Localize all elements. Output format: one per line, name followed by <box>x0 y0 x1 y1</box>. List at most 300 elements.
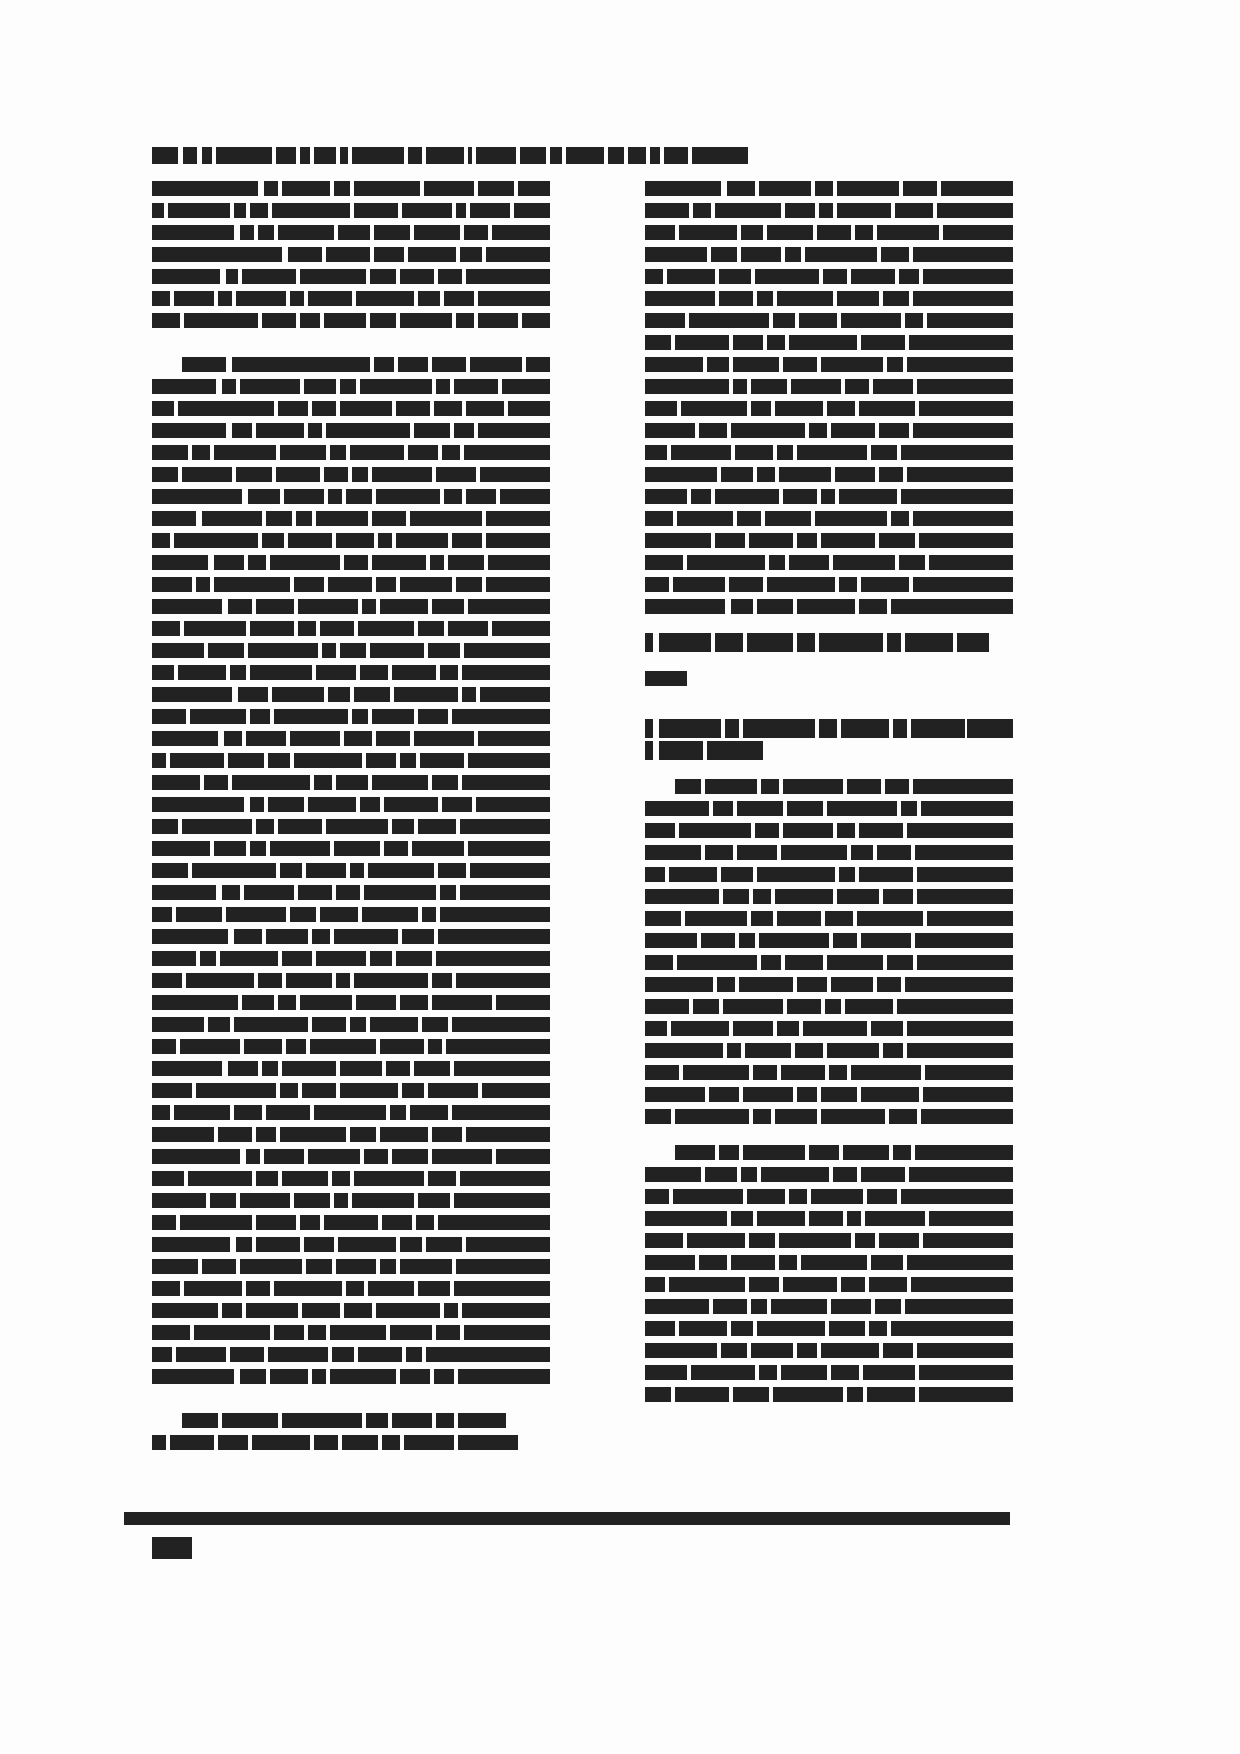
redaction-bar <box>152 401 174 416</box>
redaction-bar <box>887 357 903 372</box>
redaction-bar <box>645 445 667 460</box>
redaction-bar <box>687 1233 745 1248</box>
redacted-line <box>152 376 550 398</box>
redaction-bar <box>152 951 196 966</box>
redaction-bar <box>346 489 372 504</box>
redaction-bar <box>326 819 388 834</box>
redacted-line <box>645 1362 1013 1384</box>
redaction-bar <box>168 203 230 218</box>
redaction-bar <box>202 147 212 164</box>
redaction-bar <box>689 313 769 328</box>
redaction-bar <box>228 753 264 768</box>
redaction-bar <box>204 775 228 790</box>
redaction-bar <box>232 423 252 438</box>
redaction-bar <box>943 225 1013 240</box>
redaction-bar <box>152 1259 198 1274</box>
redaction-bar <box>442 797 472 812</box>
redaction-bar <box>152 1193 206 1208</box>
redaction-bar <box>152 313 180 328</box>
redaction-bar <box>645 1343 717 1358</box>
redaction-bar <box>464 1325 550 1340</box>
redaction-bar <box>280 863 302 878</box>
redacted-line <box>645 632 1013 654</box>
redaction-bar <box>310 1039 376 1054</box>
redaction-bar <box>526 357 550 372</box>
redaction-bar <box>282 951 312 966</box>
redaction-bar <box>482 1083 550 1098</box>
redacted-line <box>645 530 1013 552</box>
redaction-bar <box>322 643 336 658</box>
redaction-bar <box>264 181 278 196</box>
redacted-line <box>645 886 1013 908</box>
redaction-bar <box>422 1017 448 1032</box>
redaction-bar <box>765 511 811 526</box>
redaction-bar <box>797 445 867 460</box>
redaction-bar <box>296 511 312 526</box>
redaction-bar <box>645 577 669 592</box>
redaction-bar <box>350 445 404 460</box>
redaction-bar <box>929 555 1013 570</box>
redaction-bar <box>709 1087 739 1102</box>
redaction-bar <box>410 511 482 526</box>
redaction-bar <box>336 533 374 548</box>
redaction-bar <box>390 1325 432 1340</box>
redaction-bar <box>202 511 262 526</box>
redaction-bar <box>645 533 711 548</box>
redaction-bar <box>312 1017 346 1032</box>
redaction-bar <box>759 933 829 948</box>
redacted-line <box>152 640 550 662</box>
redaction-bar <box>767 225 813 240</box>
redaction-bar <box>645 1021 667 1036</box>
redaction-bar <box>827 1043 879 1058</box>
redaction-bar <box>783 489 817 504</box>
redaction-bar <box>901 1189 1013 1204</box>
redaction-bar <box>320 907 358 922</box>
redaction-bar <box>462 1303 550 1318</box>
redacted-line <box>152 1344 550 1366</box>
redaction-bar <box>468 147 472 164</box>
redaction-bar <box>350 863 364 878</box>
redaction-bar <box>356 291 414 306</box>
redaction-bar <box>218 1435 248 1450</box>
redaction-bar <box>739 933 755 948</box>
redaction-bar <box>152 181 258 196</box>
redaction-bar <box>174 1105 230 1120</box>
redaction-bar <box>789 335 857 350</box>
redaction-bar <box>645 269 663 284</box>
redaction-bar <box>230 665 246 680</box>
redaction-bar <box>340 643 366 658</box>
redaction-bar <box>306 863 346 878</box>
redaction-bar <box>334 841 380 856</box>
redacted-line <box>152 398 550 420</box>
redaction-bar <box>496 1149 550 1164</box>
redaction-bar <box>392 1149 428 1164</box>
redaction-bar <box>300 313 320 328</box>
redaction-bar <box>400 269 434 284</box>
redaction-bar <box>152 709 186 724</box>
redaction-bar <box>370 269 396 284</box>
redaction-bar <box>781 1365 827 1380</box>
redaction-bar <box>823 269 847 284</box>
redaction-bar <box>699 423 727 438</box>
redacted-line <box>645 1062 1013 1084</box>
redaction-bar <box>857 911 923 926</box>
redaction-bar <box>152 291 170 306</box>
redaction-bar <box>454 1061 550 1076</box>
redacted-line <box>645 908 1013 930</box>
redaction-bar <box>152 753 166 768</box>
redaction-bar <box>901 489 1013 504</box>
redaction-bar <box>418 621 444 636</box>
redaction-bar <box>719 269 751 284</box>
redaction-bar <box>671 445 731 460</box>
redaction-bar <box>410 1105 448 1120</box>
redaction-bar <box>328 687 350 702</box>
redacted-line <box>152 728 550 750</box>
redaction-bar <box>152 1171 184 1186</box>
redaction-bar <box>645 401 677 416</box>
redaction-bar <box>294 1193 330 1208</box>
redaction-bar <box>518 181 550 196</box>
redaction-bar <box>316 511 368 526</box>
redaction-bar <box>270 1369 308 1384</box>
redaction-bar <box>891 511 909 526</box>
redaction-bar <box>486 511 550 526</box>
redaction-bar <box>256 819 274 834</box>
redacted-line <box>645 842 1013 864</box>
redaction-bar <box>645 1167 701 1182</box>
redaction-bar <box>302 1083 336 1098</box>
redaction-bar <box>396 533 448 548</box>
redaction-bar <box>456 203 466 218</box>
redaction-bar <box>905 313 923 328</box>
redaction-bar <box>891 599 1013 614</box>
redaction-bar <box>250 841 266 856</box>
redaction-bar <box>645 741 653 760</box>
redacted-line <box>152 354 550 376</box>
redaction-bar <box>152 731 218 746</box>
redaction-bar <box>731 599 753 614</box>
redaction-bar <box>432 775 458 790</box>
redaction-bar <box>286 1039 306 1054</box>
redaction-bar <box>398 357 428 372</box>
redacted-line <box>152 970 550 992</box>
redaction-bar <box>867 1387 915 1402</box>
redaction-bar <box>679 225 737 240</box>
redaction-bar <box>645 423 695 438</box>
redaction-bar <box>152 1105 170 1120</box>
redaction-bar <box>905 1299 1013 1314</box>
redaction-bar <box>466 1127 550 1142</box>
redaction-bar <box>374 247 404 262</box>
redaction-bar <box>360 797 380 812</box>
redaction-bar <box>184 1281 242 1296</box>
redaction-bar <box>432 995 492 1010</box>
redaction-bar <box>432 357 466 372</box>
redaction-bar <box>859 823 903 838</box>
redaction-bar <box>831 977 873 992</box>
redacted-line <box>152 750 550 772</box>
redaction-bar <box>400 1259 452 1274</box>
redaction-bar <box>202 1259 236 1274</box>
redaction-bar <box>324 313 366 328</box>
redaction-bar <box>362 907 418 922</box>
redaction-bar <box>392 819 414 834</box>
redaction-bar <box>841 313 901 328</box>
redaction-bar <box>733 1387 769 1402</box>
redaction-bar <box>366 753 396 768</box>
redaction-bar <box>841 719 889 738</box>
redaction-bar <box>402 1083 424 1098</box>
redaction-bar <box>851 845 873 860</box>
redaction-bar <box>923 1087 1013 1102</box>
redaction-bar <box>645 1189 669 1204</box>
title-line <box>152 146 748 168</box>
redaction-bar <box>675 779 701 794</box>
redaction-bar <box>831 1365 859 1380</box>
redaction-bar <box>386 1061 410 1076</box>
redaction-bar <box>214 555 244 570</box>
redacted-line <box>645 1296 1013 1318</box>
redaction-bar <box>909 1167 1013 1182</box>
redaction-bar <box>673 1189 743 1204</box>
redaction-bar <box>819 203 833 218</box>
redaction-bar <box>372 555 426 570</box>
redaction-bar <box>278 819 322 834</box>
redaction-bar <box>434 1369 454 1384</box>
redacted-line <box>645 200 1013 222</box>
redaction-bar <box>152 863 188 878</box>
redaction-bar <box>827 401 855 416</box>
redaction-bar <box>476 147 516 164</box>
redaction-bar <box>428 643 460 658</box>
redaction-bar <box>152 797 244 812</box>
redaction-bar <box>757 291 773 306</box>
redacted-line <box>645 740 1013 762</box>
redaction-bar <box>248 555 266 570</box>
redaction-bar <box>440 665 458 680</box>
redaction-bar <box>819 633 883 652</box>
redaction-bar <box>308 797 356 812</box>
redaction-bar <box>488 555 550 570</box>
redacted-line <box>645 762 1013 776</box>
redaction-bar <box>240 1369 266 1384</box>
redaction-bar <box>190 709 246 724</box>
redaction-bar <box>460 885 550 900</box>
redacted-line <box>152 596 550 618</box>
redaction-bar <box>957 633 989 652</box>
redaction-bar <box>304 1237 334 1252</box>
redacted-line <box>645 1186 1013 1208</box>
redacted-line <box>645 574 1013 596</box>
redaction-bar <box>777 911 821 926</box>
redaction-bar <box>645 633 653 652</box>
redaction-bar <box>314 775 332 790</box>
redacted-line <box>645 690 1013 704</box>
redaction-bar <box>408 247 456 262</box>
redaction-bar <box>208 643 244 658</box>
redaction-bar <box>344 731 372 746</box>
redaction-bar <box>200 951 216 966</box>
redaction-bar <box>645 719 653 738</box>
redaction-bar <box>338 1237 396 1252</box>
redaction-bar <box>396 951 432 966</box>
redaction-bar <box>392 1413 432 1428</box>
redaction-bar <box>182 1413 218 1428</box>
redaction-bar <box>444 1303 458 1318</box>
redaction-bar <box>755 823 779 838</box>
redaction-bar <box>236 291 286 306</box>
redaction-bar <box>246 731 286 746</box>
redaction-bar <box>821 1343 879 1358</box>
redaction-bar <box>650 147 660 164</box>
redaction-bar <box>368 863 434 878</box>
redacted-line <box>152 992 550 1014</box>
redaction-bar <box>458 1435 518 1450</box>
redaction-bar <box>713 1299 747 1314</box>
redaction-bar <box>152 467 178 482</box>
redaction-bar <box>645 1321 675 1336</box>
redaction-bar <box>400 577 452 592</box>
redaction-bar <box>152 225 234 240</box>
redaction-bar <box>645 999 689 1014</box>
redaction-bar <box>883 1043 903 1058</box>
redaction-bar <box>907 1021 1013 1036</box>
redaction-bar <box>316 665 356 680</box>
redaction-bar <box>352 467 368 482</box>
redaction-bar <box>719 1145 739 1160</box>
right-column <box>645 178 1013 1406</box>
redaction-bar <box>691 489 711 504</box>
redaction-bar <box>222 1303 242 1318</box>
redaction-bar <box>452 533 482 548</box>
redacted-line <box>152 200 550 222</box>
redaction-bar <box>414 423 450 438</box>
redaction-bar <box>777 1021 799 1036</box>
redaction-bar <box>470 357 522 372</box>
redaction-bar <box>478 313 518 328</box>
redaction-bar <box>438 269 462 284</box>
redacted-line <box>152 1432 550 1454</box>
redaction-bar <box>905 977 1013 992</box>
redaction-bar <box>919 401 1013 416</box>
redaction-bar <box>664 147 688 164</box>
redaction-bar <box>152 1127 214 1142</box>
redaction-bar <box>362 599 376 614</box>
redacted-line <box>645 310 1013 332</box>
redaction-bar <box>174 291 214 306</box>
redacted-line <box>152 1124 550 1146</box>
redaction-bar <box>753 889 771 904</box>
redacted-line <box>645 820 1013 842</box>
redaction-bar <box>833 555 895 570</box>
redaction-bar <box>753 1109 771 1124</box>
redaction-bar <box>152 247 282 262</box>
redaction-bar <box>374 357 394 372</box>
redaction-bar <box>731 423 805 438</box>
redacted-line <box>152 816 550 838</box>
redaction-bar <box>478 291 550 306</box>
redaction-bar <box>452 709 550 724</box>
redaction-bar <box>805 247 877 262</box>
redaction-bar <box>380 1039 424 1054</box>
redaction-bar <box>913 511 1013 526</box>
redaction-bar <box>907 1255 1013 1270</box>
redaction-bar <box>436 379 450 394</box>
redaction-bar <box>749 533 793 548</box>
redacted-line <box>152 1366 550 1388</box>
redaction-bar <box>891 1321 1013 1336</box>
redaction-bar <box>440 907 550 922</box>
redaction-bar <box>913 423 1013 438</box>
redaction-bar <box>775 1109 817 1124</box>
redaction-bar <box>314 147 336 164</box>
redaction-bar <box>903 181 937 196</box>
redaction-bar <box>308 291 352 306</box>
redaction-bar <box>877 225 939 240</box>
redaction-bar <box>370 313 396 328</box>
redaction-bar <box>797 633 815 652</box>
redaction-bar <box>839 867 855 882</box>
redaction-bar <box>502 379 550 394</box>
redaction-bar <box>825 911 853 926</box>
redaction-bar <box>737 801 783 816</box>
redaction-bar <box>282 1171 328 1186</box>
redacted-line <box>152 530 550 552</box>
redaction-bar <box>304 379 336 394</box>
redaction-bar <box>246 1281 270 1296</box>
redaction-bar <box>332 1347 354 1362</box>
redaction-bar <box>699 1255 727 1270</box>
redaction-bar <box>466 269 550 284</box>
redaction-bar <box>446 1039 550 1054</box>
redaction-bar <box>883 291 909 306</box>
redaction-bar <box>414 225 460 240</box>
redaction-bar <box>659 741 703 760</box>
redaction-bar <box>372 467 432 482</box>
redaction-bar <box>675 335 729 350</box>
redaction-bar <box>773 1387 843 1402</box>
redaction-bar <box>825 999 841 1014</box>
redacted-line <box>152 310 550 332</box>
redaction-bar <box>312 1369 326 1384</box>
redaction-bar <box>913 247 1013 262</box>
redaction-bar <box>434 401 462 416</box>
redaction-bar <box>240 379 300 394</box>
redaction-bar <box>837 203 891 218</box>
redaction-bar <box>280 1083 298 1098</box>
redacted-line <box>645 618 1013 632</box>
redacted-line <box>152 1322 550 1344</box>
redacted-line <box>152 178 550 200</box>
redaction-bar <box>264 1149 304 1164</box>
redaction-bar <box>336 973 350 988</box>
redaction-bar <box>152 1017 204 1032</box>
redaction-bar <box>645 511 673 526</box>
redaction-bar <box>152 1149 240 1164</box>
redaction-bar <box>645 1087 705 1102</box>
redaction-bar <box>769 555 785 570</box>
redaction-bar <box>901 801 917 816</box>
redaction-bar <box>152 203 164 218</box>
redacted-line <box>152 882 550 904</box>
redaction-bar <box>286 973 332 988</box>
redaction-bar <box>298 621 316 636</box>
redaction-bar <box>440 885 456 900</box>
redaction-bar <box>152 1347 172 1362</box>
